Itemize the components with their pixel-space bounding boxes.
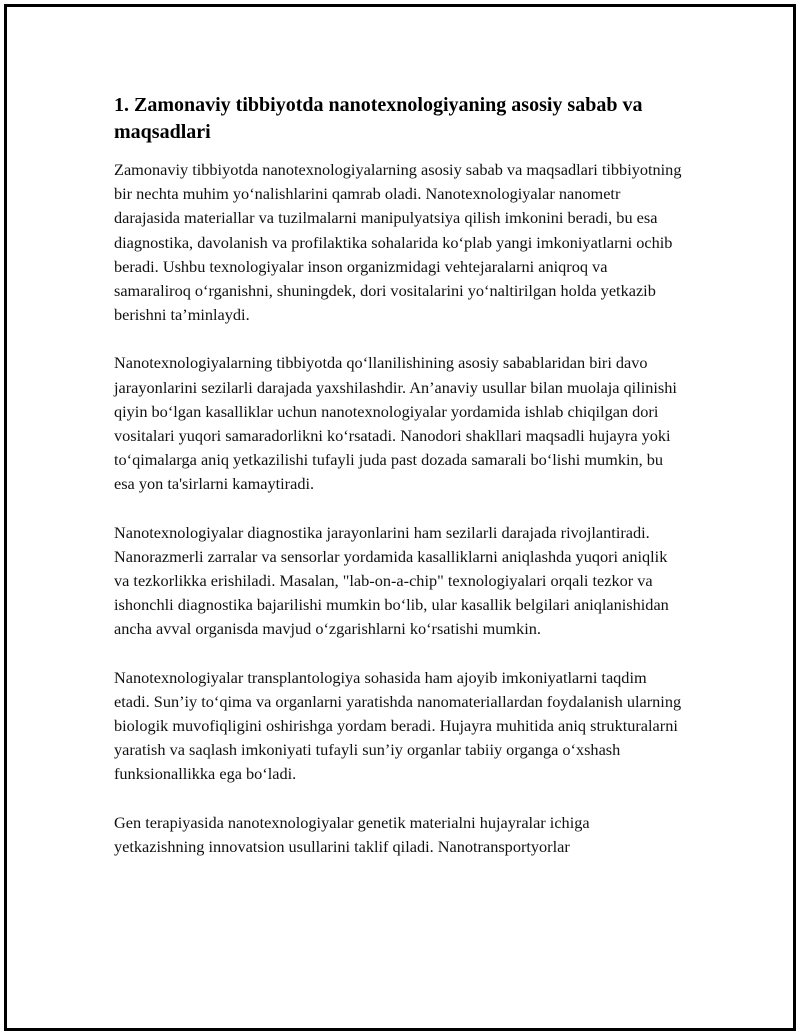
section-heading: 1. Zamonaviy tibbiyotda nanotexnologiyaning asosiy sabab va maqsadlari: [114, 94, 643, 143]
document-body: [114, 92, 684, 883]
paragraph-2: Nanotexnologiyalarning tibbiyotda qo‘llanilishining asosiy sabablaridan biri davo jarayonlarini sezilarli darajada yaxshilashdir. An’anaviy usullar bilan muolaja qilinishi qiyin bo‘lgan kasalliklar uchun nanotexnologiyalar yordamida ishlab chiqilgan dori vositalari yuqori samaradorlikni ko‘rsatadi. Nanodori shakllari maqsadli hujayra yoki to‘qimalarga aniq yetkazilishi tufayli juda past dozada samarali bo‘lishi mumkin, bu esa yon ta'sirlarni kamaytiradi.: [114, 353, 677, 494]
paragraph-1: Zamonaviy tibbiyotda nanotexnologiyalarning asosiy sabab va maqsadlari tibbiyotning bir nechta muhim yo‘nalishlarini qamrab oladi. Nanotexnologiyalar nanometr darajasida materiallar va tuzilmalarni manipulyatsiya qilish imkonini beradi, bu esa diagnostika, davolanish va profilaktika sohalarida ko‘plab yangi imkoniyatlarni ochib beradi. Ushbu texnologiyalar inson organizmidagi vehtejaralarni aniqroq va samaraliroq o‘rganishni, shuningdek, dori vositalarini yo‘naltirilgan holda yetkazib berishni ta’minlaydi.: [114, 160, 682, 325]
paragraph-3: Nanotexnologiyalar diagnostika jarayonlarini ham sezilarli darajada rivojlantiradi. Nanorazmerli zarralar va sensorlar yordamida kasalliklarni aniqlashda yuqori aniqlik va tezkorlikka erishiladi. Masalan, "lab-on-a-chip" texnologiyalari orqali tezkor va ishonchli diagnostika bajarilishi mumkin bo‘lib, ular kasallik belgilari aniqlanishidan ancha avval organisda mavjud o‘zgarishlarni ko‘rsatishi mumkin.: [114, 522, 669, 639]
paragraph-4: Nanotexnologiyalar transplantologiya sohasida ham ajoyib imkoniyatlarni taqdim etadi. Sun’iy to‘qima va organlarni yaratishda nanomateriallardan foydalanish ularning biologik muvofiqligini oshirishga yordam beradi. Hujayra muhitida aniq strukturalarni yaratish va saqlash imkoniyati tufayli sun’iy organlar tabiiy organga o‘xshash funksionallikka ega bo‘ladi.: [114, 667, 682, 784]
paragraph-5: Gen terapiyasida nanotexnologiyalar genetik materialni hujayralar ichiga yetkazishning innovatsion usullarini taklif qiladi. Nanotransportyorlar: [114, 812, 590, 856]
